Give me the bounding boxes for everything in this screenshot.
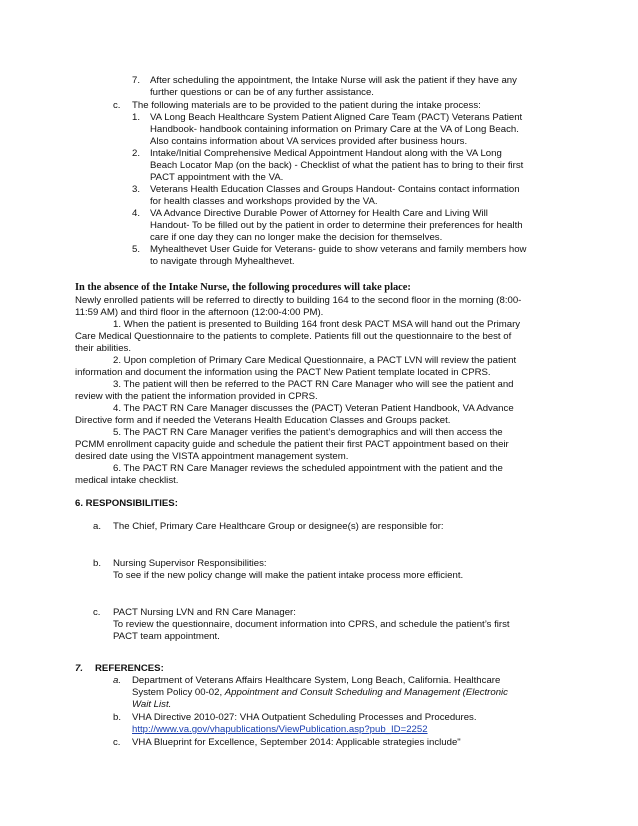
- step-first-line: 3. The patient will then be referred to the PACT RN Care Manager who will see the patient and: [113, 379, 514, 390]
- ref-policy-title-cont: Wait List.: [132, 699, 172, 710]
- ref-policy-title: Appointment and Consult Scheduling and Management (Electronic: [224, 687, 508, 698]
- item-text-line: To review the questionnaire, document information into CPRS, and schedule the patient’s first: [113, 619, 510, 630]
- step-line: information and document the information using the PACT New Patient template located in CPRS.: [75, 367, 491, 378]
- item-text-line: Veterans Health Education Classes and Groups Handout- Contains contact information: [150, 184, 520, 195]
- item-text-line: PACT team appointment.: [113, 631, 220, 642]
- absence-heading: In the absence of the Intake Nurse, the following procedures will take place:: [75, 282, 411, 293]
- ref-label: a.: [113, 675, 122, 686]
- ref-url-link[interactable]: http://www.va.gov/vhapublications/ViewPublication.asp?pub_ID=2252: [132, 724, 428, 735]
- section-text: The following materials are to be provided to the patient during the intake process:: [132, 100, 481, 111]
- item-number: 4.: [132, 208, 141, 219]
- step-line: PCMM enrollment capacity guide and schedule the patient their first PACT appointment based on their: [75, 439, 509, 450]
- item-text-line: Beach Locator Map (on the back) - Checklist of what the patient has to bring to their first: [150, 160, 524, 171]
- ref-label: b.: [113, 712, 122, 723]
- item-number: 7.: [132, 75, 141, 86]
- step-first-line: 1. When the patient is presented to Building 164 front desk PACT MSA will hand out the Primary: [113, 319, 521, 330]
- item-label: c.: [93, 607, 101, 618]
- step-first-line: 2. Upon completion of Primary Care Medical Questionnaire, a PACT LVN will review the patient: [113, 355, 517, 366]
- item-text-line: for health classes and workshops provided by the VA.: [150, 196, 378, 207]
- item-text-line: To see if the new policy change will make the patient intake process more efficient.: [113, 570, 464, 581]
- item-text-line: Myhealthevet User Guide for Veterans- guide to show veterans and family members how: [150, 244, 527, 255]
- item-text-line: to navigate through Myhealthevet.: [150, 256, 295, 267]
- item-text-line: Nursing Supervisor Responsibilities:: [113, 558, 267, 569]
- item-text-line: further questions or can be of any further assistance.: [150, 87, 374, 98]
- item-text-line: PACT Nursing LVN and RN Care Manager:: [113, 607, 296, 618]
- references-heading: REFERENCES:: [95, 663, 164, 674]
- responsibilities-heading: 6. RESPONSIBILITIES:: [75, 498, 178, 509]
- absence-intro-line: 11:59 AM) and third floor in the afternoon (12:00-4:00 PM).: [75, 307, 324, 318]
- item-text-line: care if one day they can no longer make the decision for themselves.: [150, 232, 443, 243]
- ref-policy-text: System Policy 00-02,: [132, 687, 225, 698]
- step-first-line: 6. The PACT RN Care Manager reviews the scheduled appointment with the patient and the: [113, 463, 503, 474]
- item-text-line: Intake/Initial Comprehensive Medical Appointment Handout along with the VA Long: [150, 148, 502, 159]
- step-line: review with the patient the information provided in CPRS.: [75, 391, 318, 402]
- item-text-line: VA Advance Directive Durable Power of Attorney for Health Care and Living Will: [150, 208, 488, 219]
- item-text-line: After scheduling the appointment, the Intake Nurse will ask the patient if they have any: [150, 75, 517, 86]
- ref-text-line: VHA Blueprint for Excellence, September 2014: Applicable strategies include": [132, 737, 461, 748]
- ref-text-line: Department of Veterans Affairs Healthcare System, Long Beach, California. Healthcare: [132, 675, 501, 686]
- step-first-line: 4. The PACT RN Care Manager discusses the (PACT) Veteran Patient Handbook, VA Advance: [113, 403, 514, 414]
- item-text-line: PACT appointment with the VA.: [150, 172, 284, 183]
- item-number: 5.: [132, 244, 141, 255]
- ref-text-line: [132, 687, 508, 699]
- item-text-line: The Chief, Primary Care Healthcare Group or designee(s) are responsible for:: [113, 521, 444, 532]
- step-line: Directive form and if needed the Veterans Health Education Classes and Groups packet.: [75, 415, 451, 426]
- item-number: 3.: [132, 184, 141, 195]
- step-line: medical intake checklist.: [75, 475, 179, 486]
- item-label: b.: [93, 558, 102, 569]
- absence-intro-line: Newly enrolled patients will be referred to directly to building 164 to the second floor in the morning (8:00-: [75, 295, 522, 306]
- item-text-line: Also contains information about VA services provided after business hours.: [150, 136, 468, 147]
- item-label: a.: [93, 521, 102, 532]
- ref-label: c.: [113, 737, 121, 748]
- ref-text-line: VHA Directive 2010-027: VHA Outpatient Scheduling Processes and Procedures.: [132, 712, 477, 723]
- step-line: their abilities.: [75, 343, 131, 354]
- item-number: 2.: [132, 148, 141, 159]
- item-text-line: Handbook- handbook containing information on Primary Care at the VA of Long Beach.: [150, 124, 519, 135]
- item-text-line: VA Long Beach Healthcare System Patient Aligned Care Team (PACT) Veterans Patient: [150, 112, 523, 123]
- item-number: 1.: [132, 112, 141, 123]
- step-line: Care Medical Questionnaire to the patients to complete. Patients fill out the questionnaire to the best of: [75, 331, 512, 342]
- section-label: c.: [113, 100, 121, 111]
- step-first-line: 5. The PACT RN Care Manager verifies the patient’s demographics and will then access the: [113, 427, 503, 438]
- item-text-line: Handout- To be filled out by the patient in order to determine their preferences for health: [150, 220, 523, 231]
- step-line: desired date using the VISTA appointment management system.: [75, 451, 349, 462]
- references-number: 7.: [75, 663, 84, 674]
